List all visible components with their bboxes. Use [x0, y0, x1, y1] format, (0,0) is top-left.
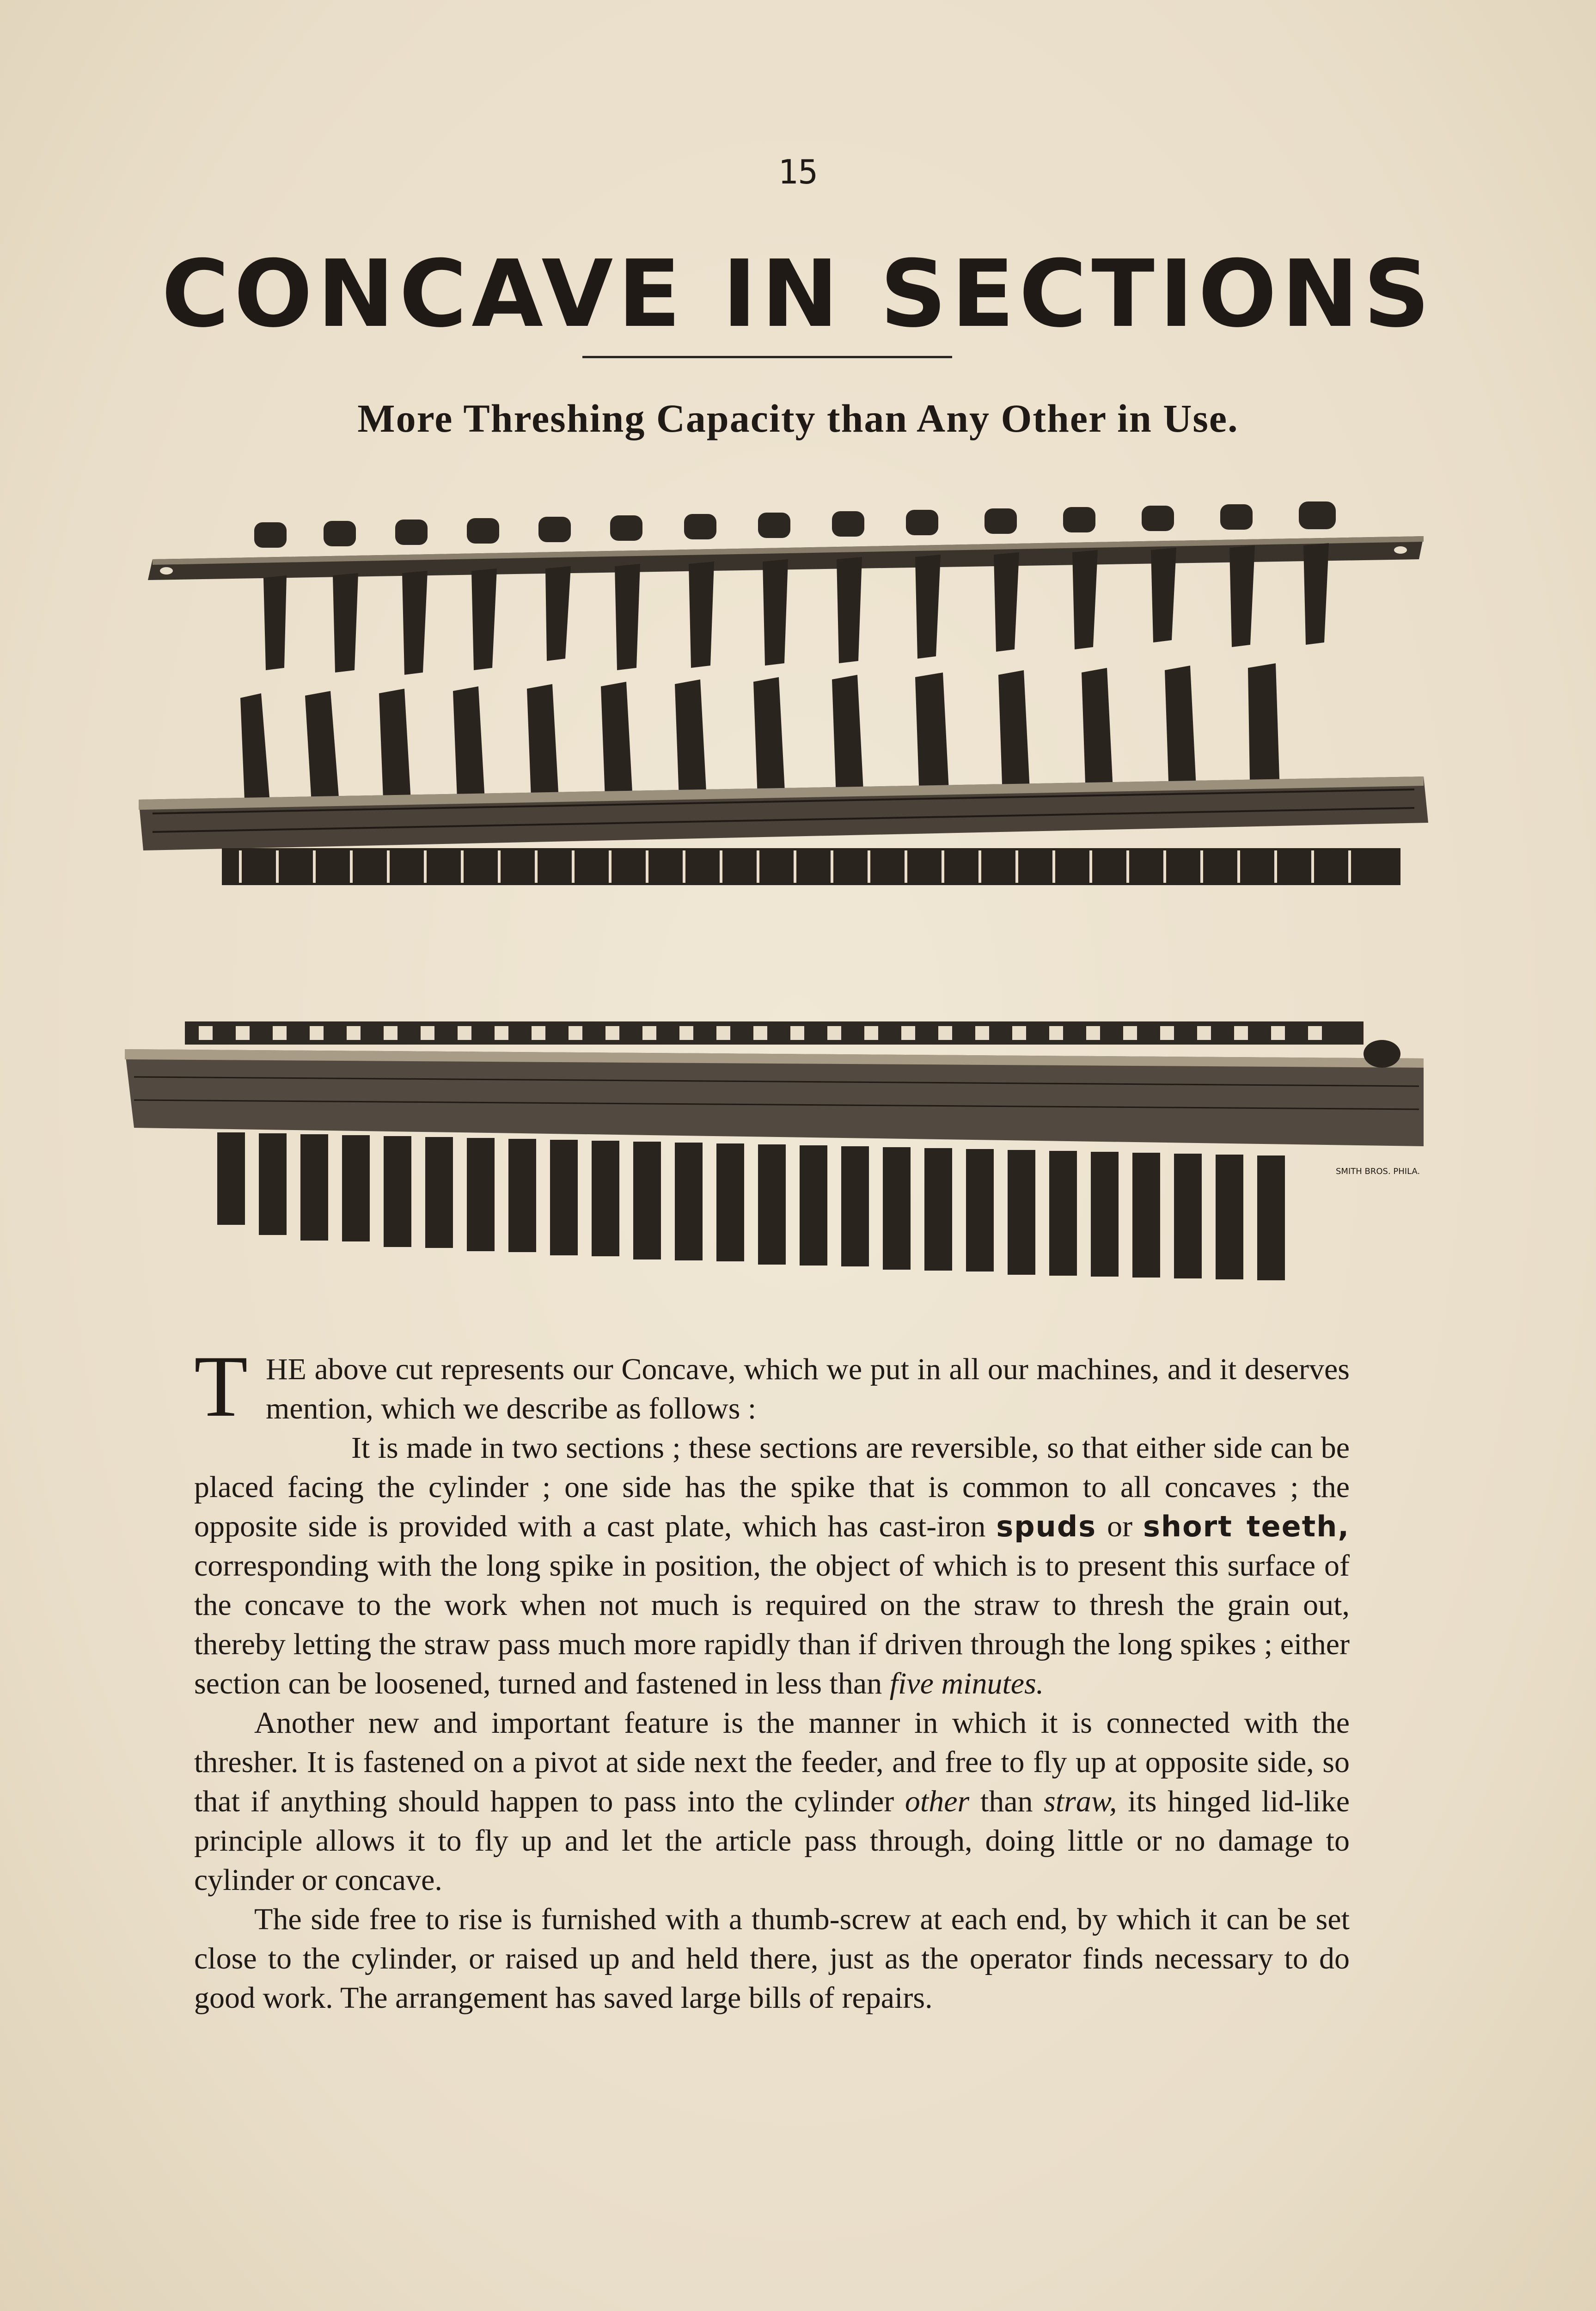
engraver-mark: SMITH BROS. PHILA.: [1336, 1167, 1420, 1176]
paragraph-3-text-b: its hinged lid-like principle allows it to fly up and let the article pass through, doing little or no damage to cylinder or concave.: [194, 1785, 1350, 1897]
paragraph-4: [194, 1900, 1350, 2018]
paragraph-2-text-b: corresponding with the long spike in position, the object of which is to present this surface of the concave to the work when not much is required on the straw to thresh the grain out, thereby letting the straw pass much more rapidly than if driven through the long spikes ; either section can be loosened, turned and fastened in less than: [194, 1549, 1350, 1700]
page-number: 15: [778, 153, 818, 191]
paragraph-2-or: or: [1107, 1510, 1133, 1543]
concave-illustration-bottom: [116, 1017, 1433, 1340]
paragraph-2: [194, 1428, 1350, 1703]
short-teeth-emphasis: short teeth,: [1143, 1510, 1350, 1543]
other-emphasis: other: [905, 1785, 970, 1818]
paragraph-3: [194, 1703, 1350, 1900]
spuds-emphasis: spuds: [996, 1510, 1097, 1543]
paragraph-3-than: than: [980, 1785, 1033, 1818]
title-divider: [582, 356, 952, 358]
paragraph-1: [194, 1338, 1350, 1435]
page-title: CONCAVE IN SECTIONS: [161, 240, 1435, 348]
paragraph-2-text-a: It is made in two sections ; these sections are reversible, so that either side can be placed facing the cylinder ; one side has the spike that is common to all concaves ; the opposite side is provided with a cast plate, which has cast-iron: [194, 1431, 1350, 1543]
body-text: [194, 1338, 1350, 2018]
concave-illustration-top: [139, 481, 1433, 920]
five-minutes-emphasis: five minutes.: [889, 1667, 1044, 1700]
drop-cap: T: [194, 1338, 248, 1435]
paragraph-1-text: HE above cut represents our Concave, which we put in all our machines, and it deserves mention, which we describe as follows :: [266, 1352, 1350, 1425]
subtitle: More Threshing Capacity than Any Other in Use.: [357, 396, 1239, 440]
paragraph-4-text: The side free to rise is furnished with a thumb-screw at each end, by which it can be set close to the cylinder, or raised up and held there, just as the operator finds necessary to do good work. The arrangement has saved large bills of repairs.: [194, 1902, 1350, 2015]
paragraph-3-text-a: Another new and important feature is the manner in which it is connected with the thresher. It is fastened on a pivot at side next the feeder, and free to fly up at opposite side, so that if anything should happen to pass into the cylinder: [194, 1706, 1350, 1818]
straw-emphasis: straw,: [1044, 1785, 1117, 1818]
